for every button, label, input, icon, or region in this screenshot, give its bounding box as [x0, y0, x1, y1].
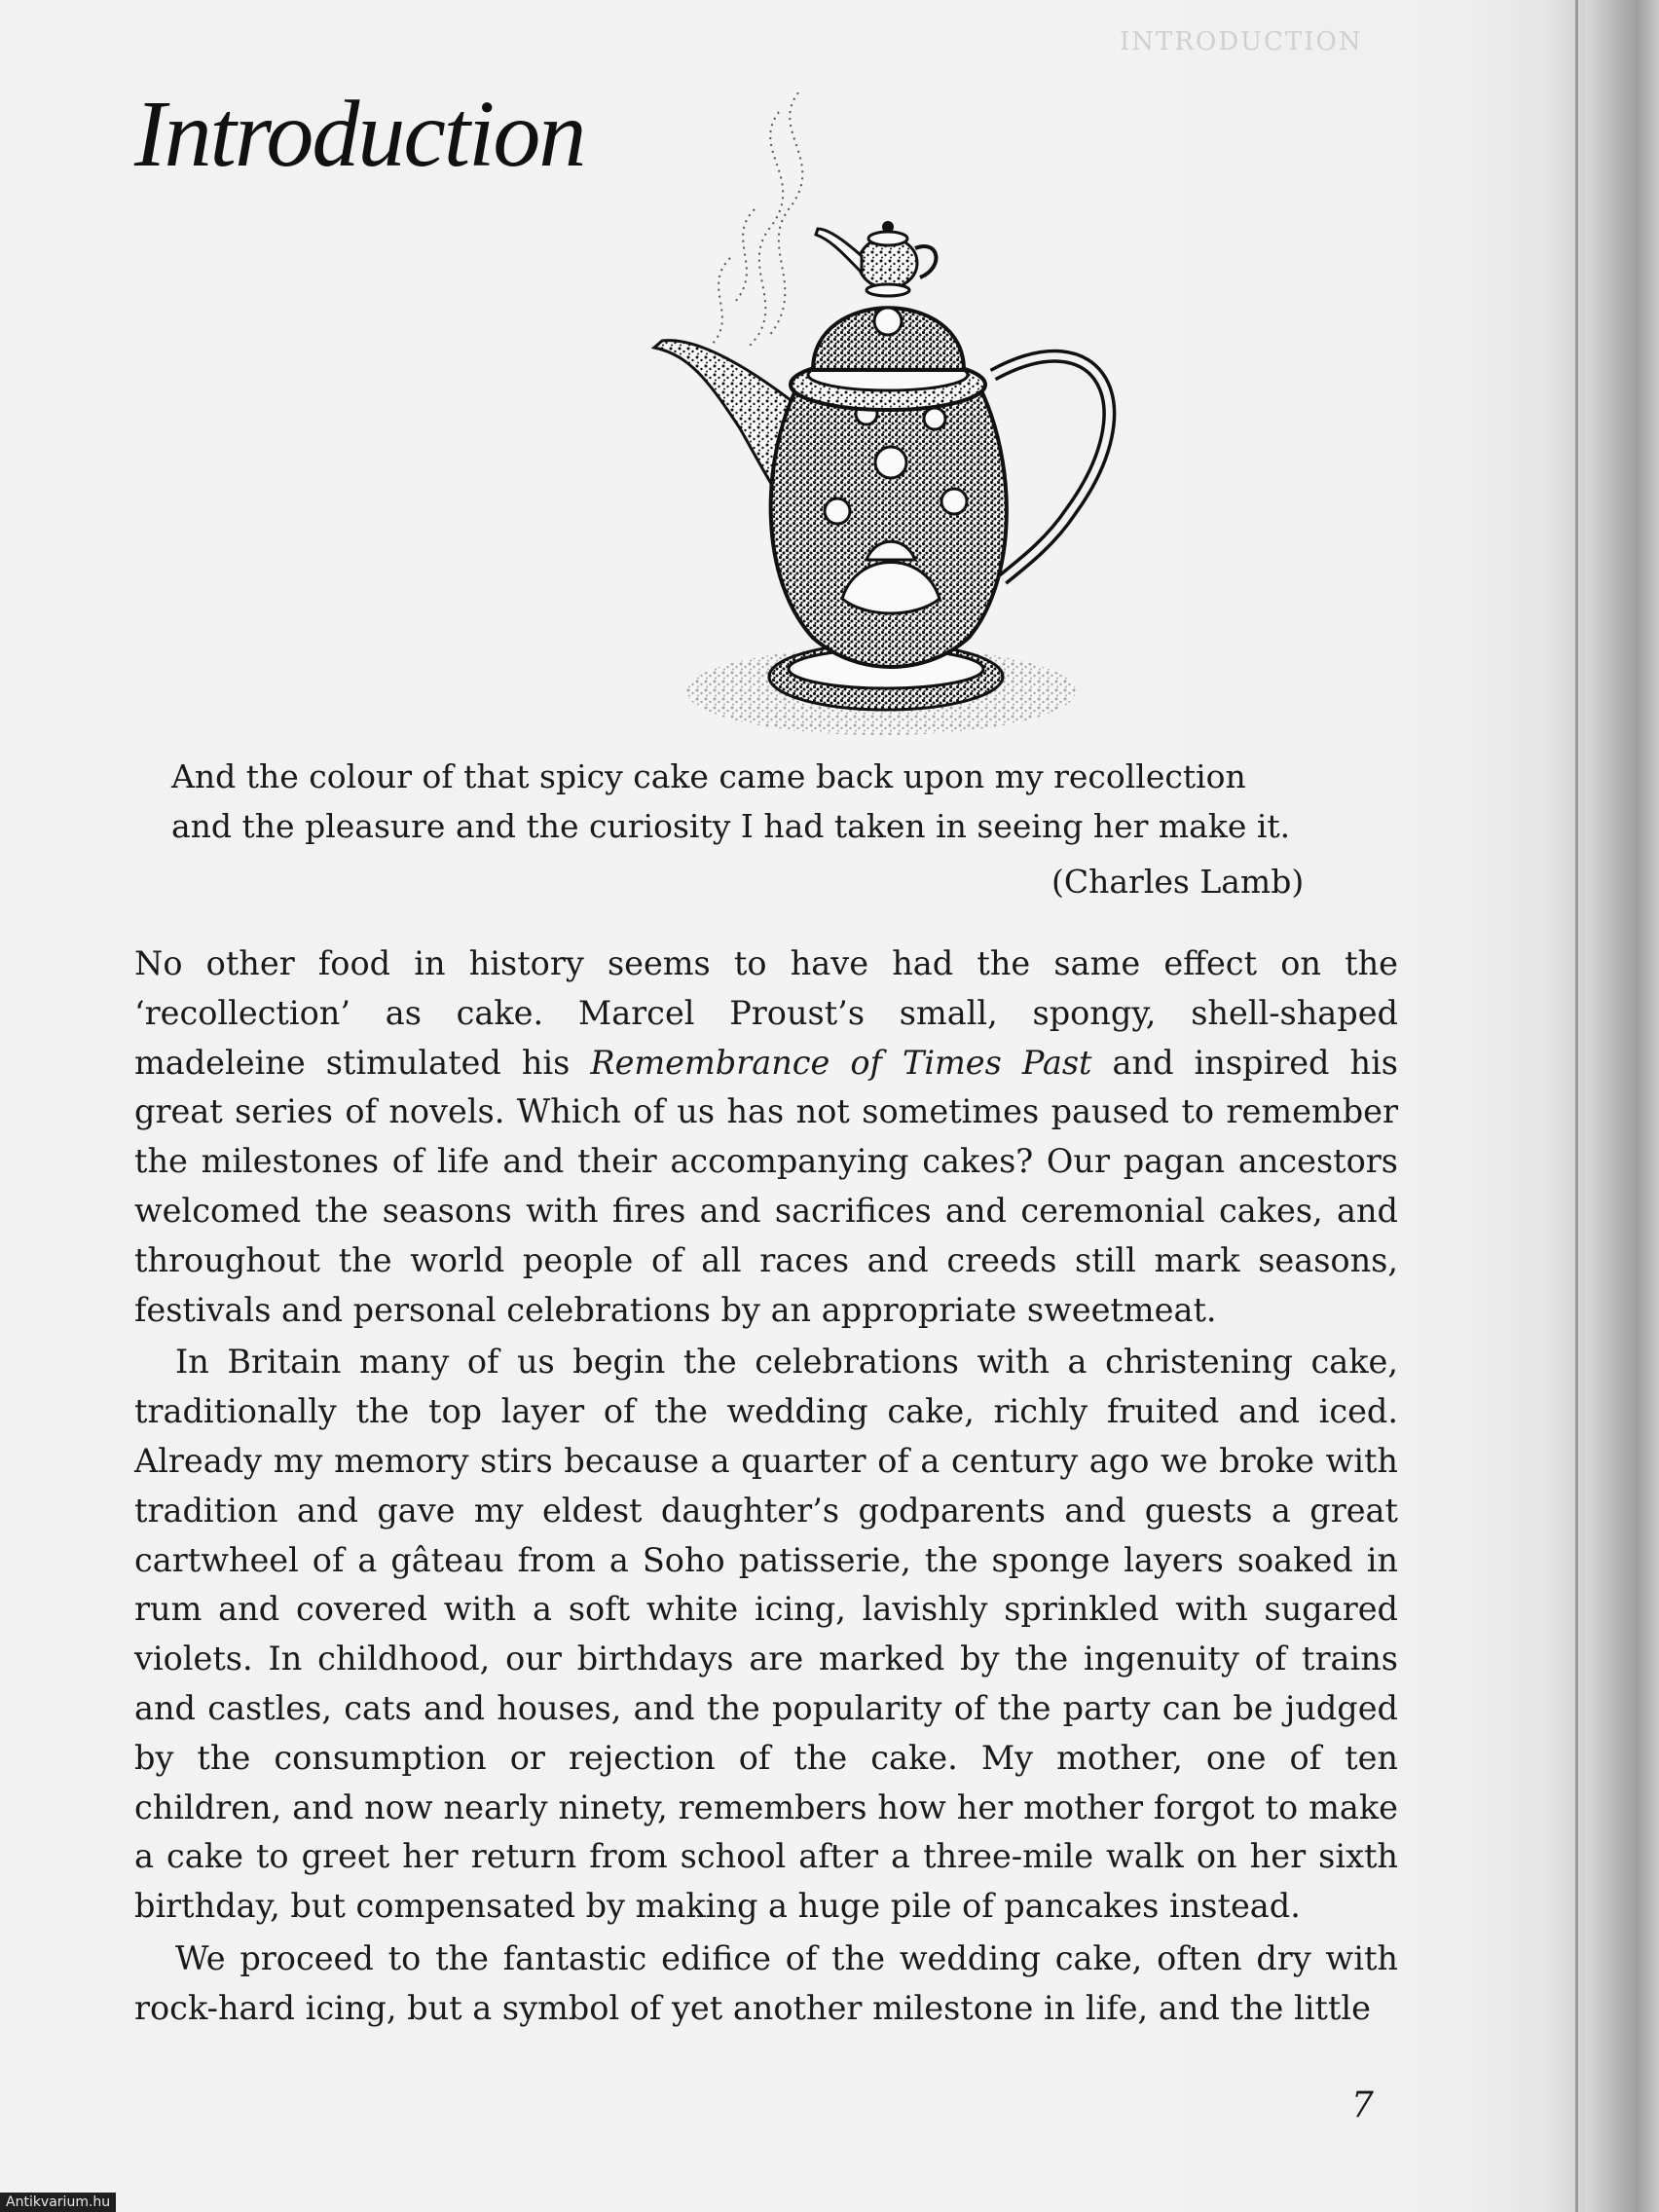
epigraph-line: And the colour of that spicy cake came back upon my recollection [171, 757, 1246, 795]
paragraph-1-start: No other food in history seems to have had the same effect on the ‘recollection’ as cake. Marcel Proust’s small, spongy, shell-shaped madeleine stimulated his [134, 944, 1398, 1082]
body-text [134, 940, 1398, 2037]
chapter-title: Introduction [134, 82, 585, 187]
teapot-illustration [643, 92, 1159, 764]
page-binding-line [1575, 0, 1578, 2212]
epigraph-line: and the pleasure and the curiosity I had taken in seeing her make it. [171, 807, 1291, 845]
paragraph-1-end: and inspired his great series of novels. Which of us has not sometimes paused to remember the milestones of life and their accompanying cakes? Our pagan ancestors welcomed the seasons with fires and sacrifices and ceremonial cakes, and throughout the world people of all races and creeds still mark seasons, festivals and personal celebrations by an appropriate sweetmeat. [134, 1043, 1398, 1329]
paragraph-2: In Britain many of us begin the celebrations with a christening cake, traditionally the top layer of the wedding cake, richly fruited and iced. Already my memory stirs because a quarter of a century ago we broke with tradition and gave my eldest daughter’s godparents and guests a great cartwheel of a gâteau from a Soho patisserie, the sponge layers soaked in rum and covered with a soft white icing, lavishly sprinkled with sugared violets. In childhood, our birthdays are marked by the ingenuity of trains and castles, cats and houses, and the popularity of the party can be judged by the consumption or rejection of the cake. My mother, one of ten children, and now nearly ninety, remembers how her mother forgot to make a cake to greet her return from school after a three-mile walk on her sixth birthday, but compensated by making a huge pile of pancakes instead. [134, 1343, 1398, 1926]
epigraph-attribution: (Charles Lamb) [1051, 863, 1305, 901]
next-page-edge [1585, 0, 1659, 2212]
page-number: 7 [1351, 2085, 1374, 2125]
steam-wisps [711, 92, 802, 346]
book-title-reference: Remembrance of Times Past [590, 1043, 1092, 1082]
watermark: Antikvarium.hu [0, 2193, 116, 2212]
epigraph [171, 752, 1379, 851]
paragraph-3: We proceed to the fantastic edifice of the wedding cake, often dry with rock-hard icing, but a symbol of yet another milestone in life, and the little [134, 1938, 1398, 2027]
show-through-running-head: INTRODUCTION [1120, 27, 1363, 56]
paragraph-1 [134, 940, 1398, 1335]
